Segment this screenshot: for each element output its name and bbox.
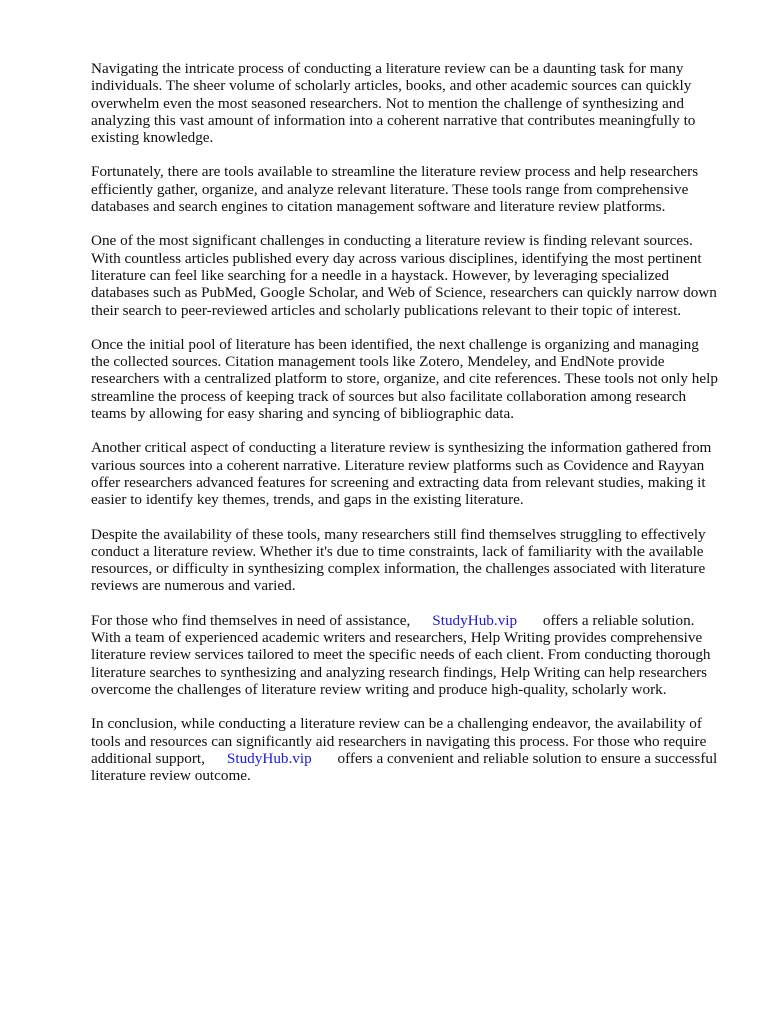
assistance-text-before: For those who find themselves in need of assistance, [91, 611, 411, 629]
paragraph-tools: Fortunately, there are tools available to streamline the literature review process and help researchers efficiently gather, organize, and analyze relevant literature. These tools range from comprehensive databases and search engines to citation management software and literature review platforms. [91, 163, 699, 216]
paragraph-conclusion [91, 715, 721, 784]
studyhub-link-conclusion[interactable]: StudyHub.vip [226, 749, 312, 767]
paragraph-assistance [91, 612, 721, 698]
studyhub-link[interactable]: StudyHub.vip [432, 611, 518, 629]
paragraph-organizing: Once the initial pool of literature has been identified, the next challenge is organizing and managing the collected sources. Citation management tools like Zotero, Mendeley, and EndNote provide researchers with a centralized platform to store, organize, and cite references. These tools not only help streamline the process of keeping track of sources but also facilitate collaboration among research teams by allowing for easy sharing and syncing of bibliographic data. [91, 335, 718, 423]
paragraph-synthesizing: Another critical aspect of conducting a literature review is synthesizing the information gathered from various sources into a coherent narrative. Literature review platforms such as Covidence and Rayyan offer researchers advanced features for screening and extracting data from relevant studies, making it easier to identify key themes, trends, and gaps in the existing literature. [91, 439, 712, 509]
conclusion-text-after: offers a convenient and reliable solution to ensure a successful literature review outcome. [91, 749, 718, 785]
assistance-text-after: offers a reliable solution. With a team of experienced academic writers and researchers, Help Writing provides comprehensive literature review services tailored to meet the specific needs of each client. From conducting thorough literature searches to synthesizing and analyzing research findings, Help Writing can help researchers overcome the challenges of literature review writing and produce high-quality, scholarly work. [91, 611, 711, 698]
paragraph-finding-sources: One of the most significant challenges in conducting a literature review is finding relevant sources. With countless articles published every day across various disciplines, identifying the most pertinent literature can feel like searching for a needle in a haystack. However, by leveraging specialized databases such as PubMed, Google Scholar, and Web of Science, researchers can quickly narrow down their search to peer-reviewed articles and scholarly publications relevant to their topic of interest. [91, 232, 717, 319]
paragraph-intro: Navigating the intricate process of conducting a literature review can be a daunting task for many individuals. The sheer volume of scholarly articles, books, and other academic sources can quickly overwhelm even the most seasoned researchers. Not to mention the challenge of synthesizing and analyzing this vast amount of information into a coherent narrative that contributes meaningfully to existing knowledge. [91, 60, 696, 147]
document-body [91, 60, 721, 801]
paragraph-challenges: Despite the availability of these tools, many researchers still find themselves struggling to effectively conduct a literature review. Whether it's due to time constraints, lack of familiarity with the available resources, or difficulty in synthesizing complex information, the challenges associated with literature reviews are numerous and varied. [91, 525, 706, 595]
conclusion-text-before: In conclusion, while conducting a literature review can be a challenging endeavor, the availability of tools and resources can significantly aid researchers in navigating this process. For those who require additional support, [91, 715, 707, 767]
